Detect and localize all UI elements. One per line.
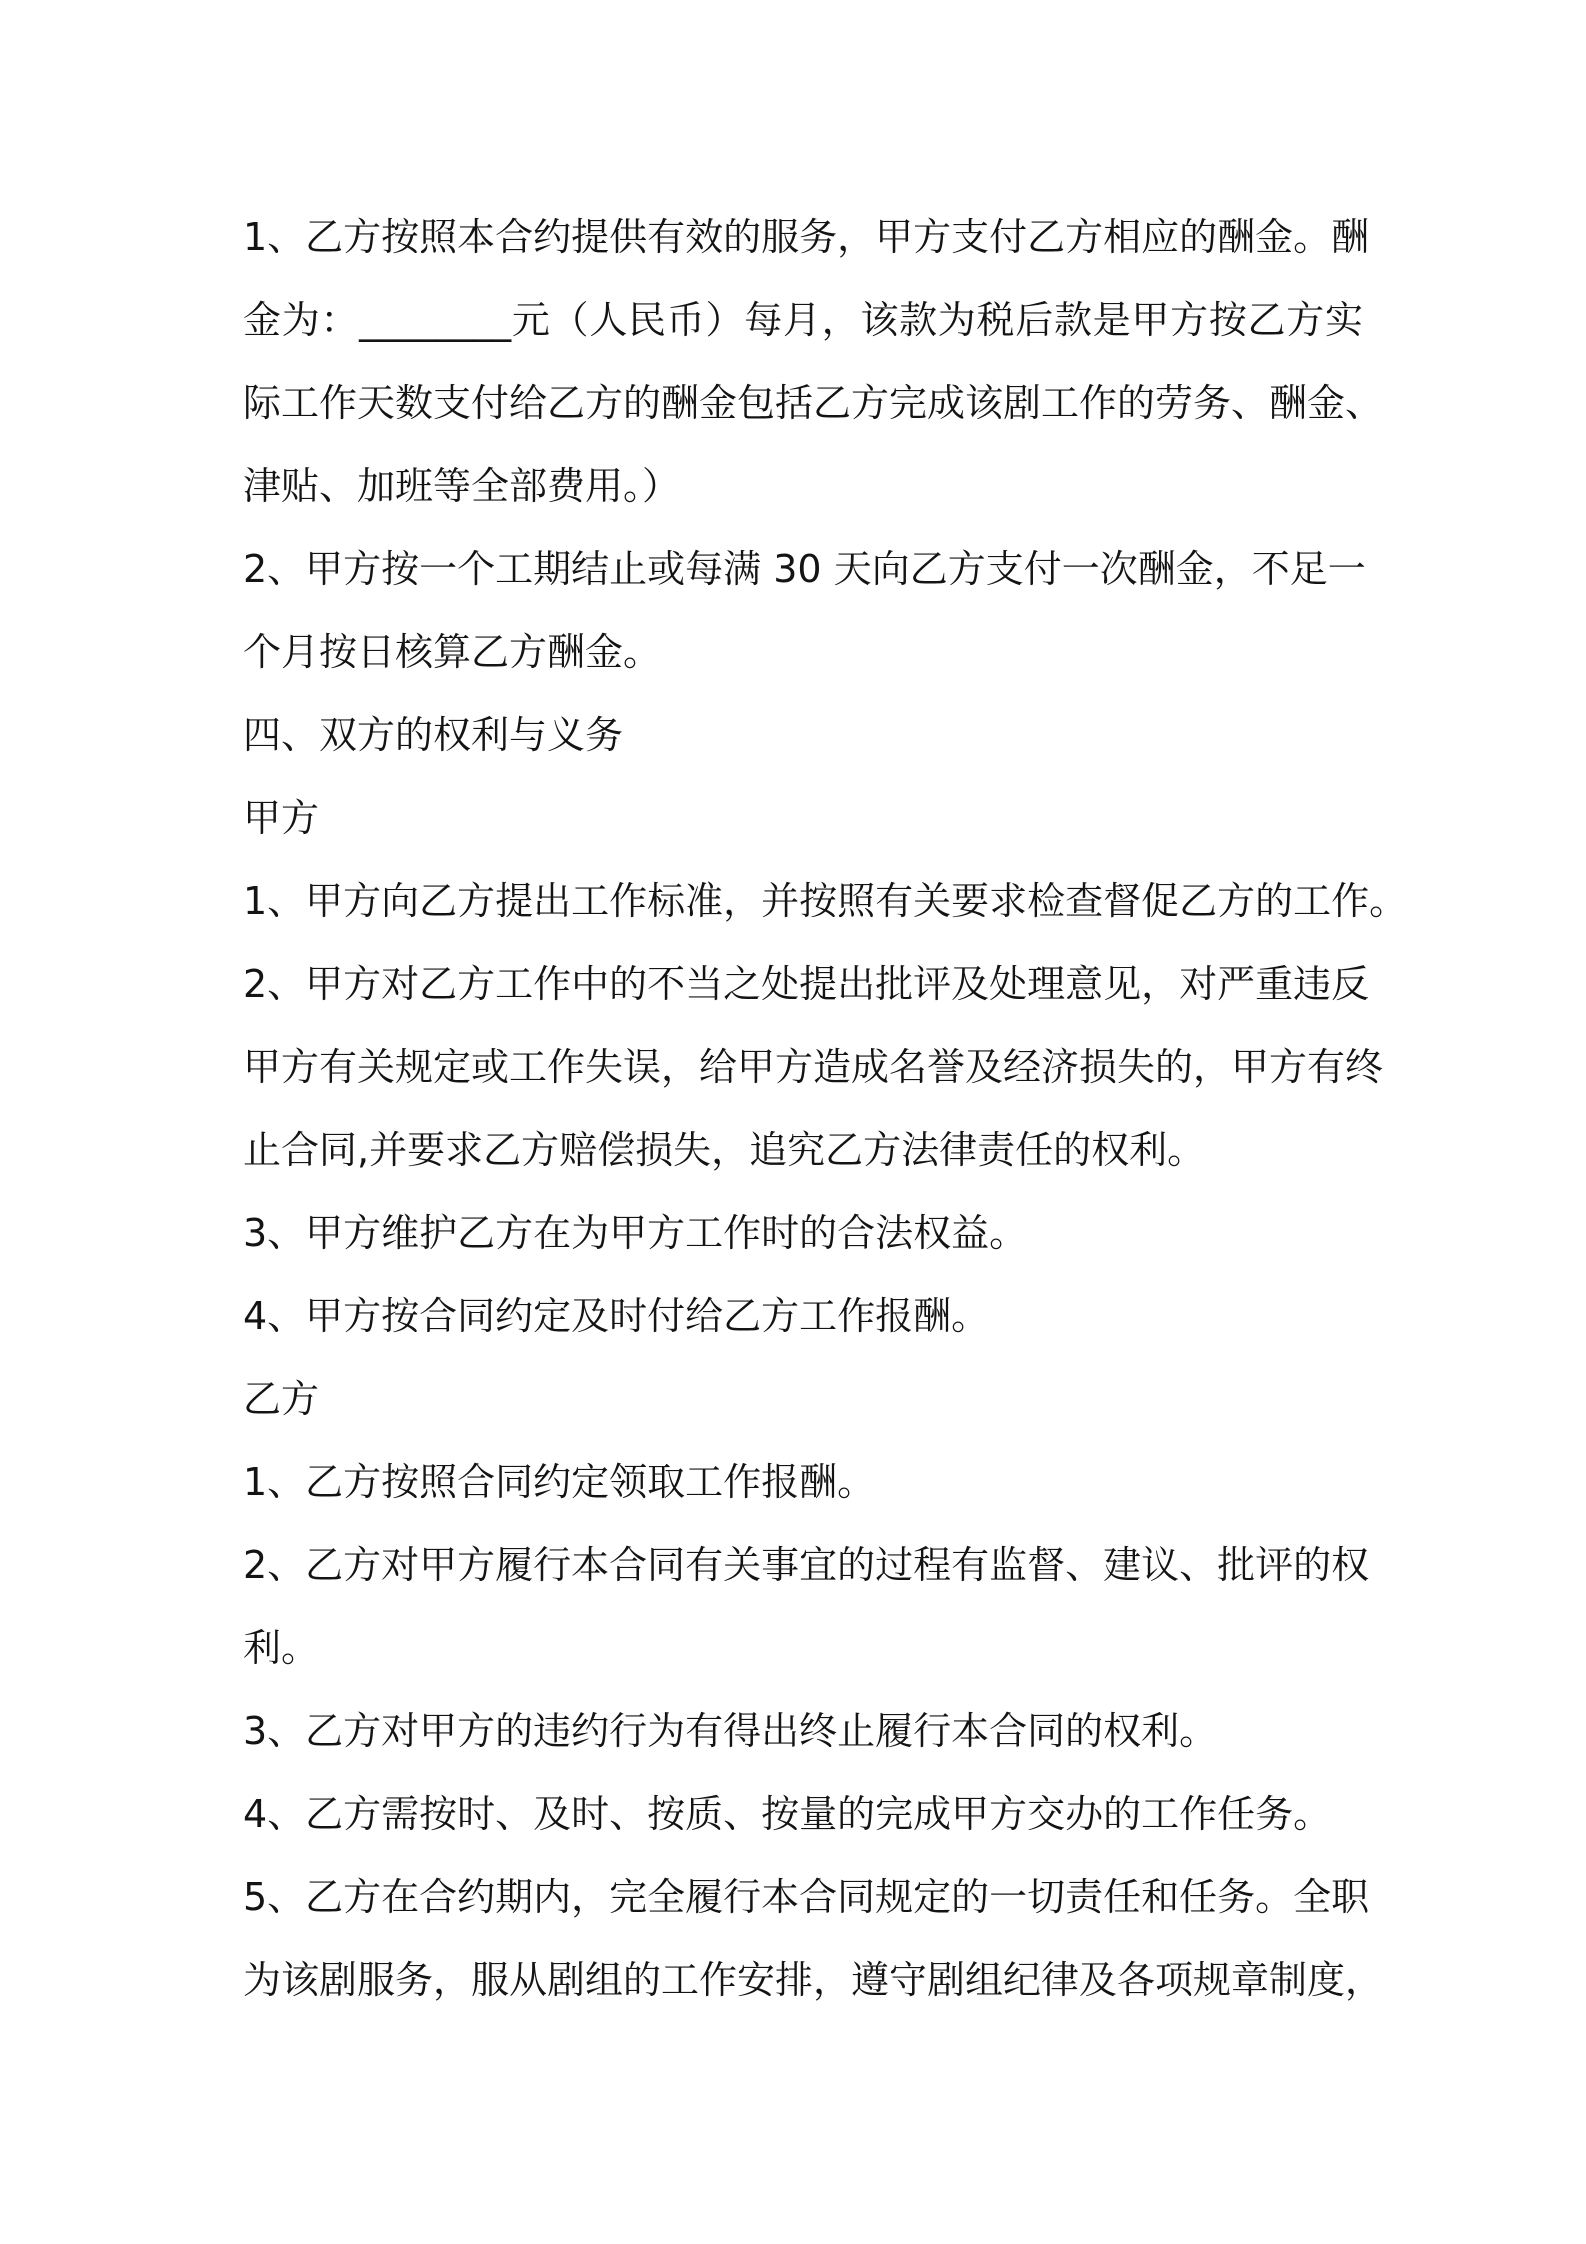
text-line: 为该剧服务，服从剧组的工作安排，遵守剧组纪律及各项规章制度， [243,1958,1384,2002]
text-line: 1、甲方向乙方提出工作标准，并按照有关要求检查督促乙方的工作。 [243,879,1408,923]
text-line: 4、乙方需按时、及时、按质、按量的完成甲方交办的工作任务。 [243,1792,1332,1836]
text-line: 利。 [243,1626,320,1670]
text-line: 3、甲方维护乙方在为甲方工作时的合法权益。 [243,1211,1028,1255]
text-line: 津贴、加班等全部费用。） [243,464,681,508]
text-line: 止合同,并要求乙方赔偿损失，追究乙方法律责任的权利。 [243,1128,1206,1172]
text-line: 1、乙方按照本合约提供有效的服务，甲方支付乙方相应的酬金。酬 [243,215,1370,259]
text-line: 个月按日核算乙方酬金。 [243,630,662,674]
document-body [243,196,1408,2022]
text-line: 际工作天数支付给乙方的酬金包括乙方完成该剧工作的劳务、酬金、 [243,381,1384,425]
party-heading: 甲方 [243,796,320,840]
text-line: 2、甲方按一个工期结止或每满 30 天向乙方支付一次酬金，不足一 [243,547,1366,591]
text-line: 金为：________元（人民币）每月，该款为税后款是甲方按乙方实 [243,298,1363,342]
text-line: 3、乙方对甲方的违约行为有得出终止履行本合同的权利。 [243,1709,1218,1753]
text-line: 5、乙方在合约期内，完全履行本合同规定的一切责任和任务。全职 [243,1875,1370,1919]
text-line: 甲方有关规定或工作失误，给甲方造成名誉及经济损失的，甲方有终 [243,1045,1384,1089]
text-line: 1、乙方按照合同约定领取工作报酬。 [243,1460,876,1504]
section-heading: 四、双方的权利与义务 [243,713,624,757]
text-line: 2、乙方对甲方履行本合同有关事宜的过程有监督、建议、批评的权 [243,1543,1370,1587]
text-line: 4、甲方按合同约定及时付给乙方工作报酬。 [243,1294,990,1338]
text-line: 2、甲方对乙方工作中的不当之处提出批评及处理意见，对严重违反 [243,962,1370,1006]
party-heading: 乙方 [243,1377,320,1421]
